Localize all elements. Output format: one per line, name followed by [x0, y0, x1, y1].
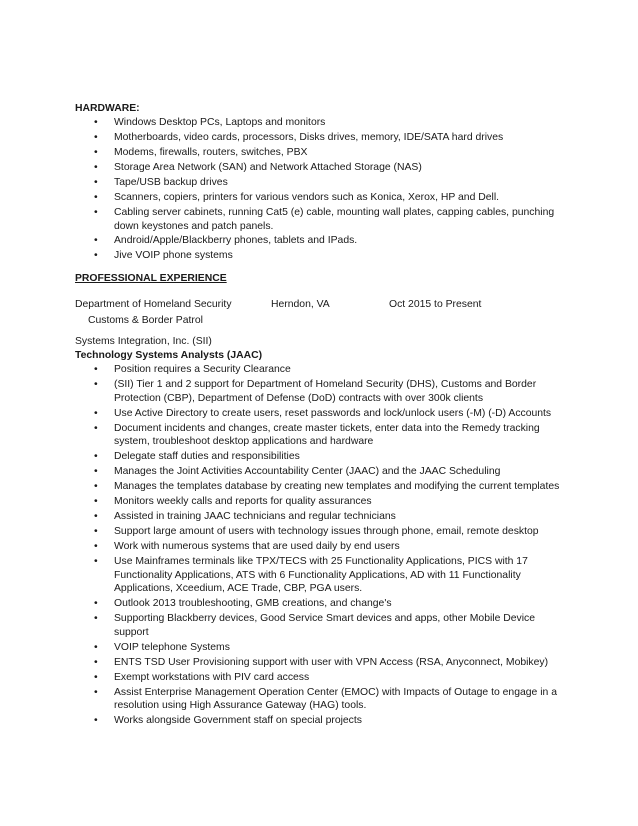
- professional-experience-heading: PROFESSIONAL EXPERIENCE: [75, 273, 227, 284]
- responsibilities-list: [94, 363, 564, 729]
- list-item: • Manages the templates database by creating new templates and modifying the current templates: [94, 480, 564, 494]
- job-title: Technology Systems Analysts (JAAC): [75, 350, 263, 361]
- employer-location: Herndon, VA: [271, 299, 330, 310]
- employment-dates: Oct 2015 to Present: [389, 299, 482, 310]
- list-item: • Android/Apple/Blackberry phones, tablets and IPads.: [94, 234, 564, 248]
- list-item: • Monitors weekly calls and reports for quality assurances: [94, 495, 564, 509]
- list-item: • Position requires a Security Clearance: [94, 363, 564, 377]
- hardware-list: [94, 116, 564, 264]
- list-item: • Use Active Directory to create users, reset passwords and lock/unlock users (-M) (-D) Accounts: [94, 407, 564, 421]
- list-item: • Modems, firewalls, routers, switches, PBX: [94, 146, 564, 160]
- list-item: • Storage Area Network (SAN) and Network Attached Storage (NAS): [94, 161, 564, 175]
- employer-name: Department of Homeland Security: [75, 299, 232, 310]
- list-item: • Document incidents and changes, create master tickets, enter data into the Remedy tracking system, troubleshoot desktop applications and hardware: [94, 422, 564, 449]
- list-item: • ENTS TSD User Provisioning support with user with VPN Access (RSA, Anyconnect, Mobikey): [94, 656, 564, 670]
- list-item: • Tape/USB backup drives: [94, 176, 564, 190]
- list-item: • Cabling server cabinets, running Cat5 (e) cable, mounting wall plates, capping cables, punching down keystones and patch panels.: [94, 206, 564, 233]
- list-item: • Windows Desktop PCs, Laptops and monitors: [94, 116, 564, 130]
- company-name: Systems Integration, Inc. (SII): [75, 336, 212, 347]
- list-item: • Works alongside Government staff on special projects: [94, 714, 564, 728]
- list-item: • Exempt workstations with PIV card access: [94, 671, 564, 685]
- list-item: • (SII) Tier 1 and 2 support for Department of Homeland Security (DHS), Customs and Border Protection (CBP), Department of Defense (DoD) contracts with over 300k clients: [94, 378, 564, 405]
- list-item: • Support large amount of users with technology issues through phone, email, remote desktop: [94, 525, 564, 539]
- list-item: • Delegate staff duties and responsibilities: [94, 450, 564, 464]
- list-item: • Assist Enterprise Management Operation Center (EMOC) with Impacts of Outage to engage in a resolution using High Assurance Gateway (HAG) tools.: [94, 686, 564, 713]
- list-item: • Use Mainframes terminals like TPX/TECS with 25 Functionality Applications, PICS with 17 Functionality Applications, ATS with 6 Functionality Applications, AD with 11 Functionality Applications, Xceedium, ACE Trade, CBP, PGA users.: [94, 555, 564, 596]
- list-item: • Jive VOIP phone systems: [94, 249, 564, 263]
- list-item: • Scanners, copiers, printers for various vendors such as Konica, Xerox, HP and Dell.: [94, 191, 564, 205]
- list-item: • Manages the Joint Activities Accountability Center (JAAC) and the JAAC Scheduling: [94, 465, 564, 479]
- list-item: • Supporting Blackberry devices, Good Service Smart devices and apps, other Mobile Device support: [94, 612, 564, 639]
- list-item: • Work with numerous systems that are used daily by end users: [94, 540, 564, 554]
- list-item: • VOIP telephone Systems: [94, 641, 564, 655]
- list-item: • Outlook 2013 troubleshooting, GMB creations, and change's: [94, 597, 564, 611]
- hardware-heading: HARDWARE:: [75, 103, 140, 114]
- list-item: • Motherboards, video cards, processors, Disks drives, memory, IDE/SATA hard drives: [94, 131, 564, 145]
- agency-name: Customs & Border Patrol: [88, 315, 203, 326]
- list-item: • Assisted in training JAAC technicians and regular technicians: [94, 510, 564, 524]
